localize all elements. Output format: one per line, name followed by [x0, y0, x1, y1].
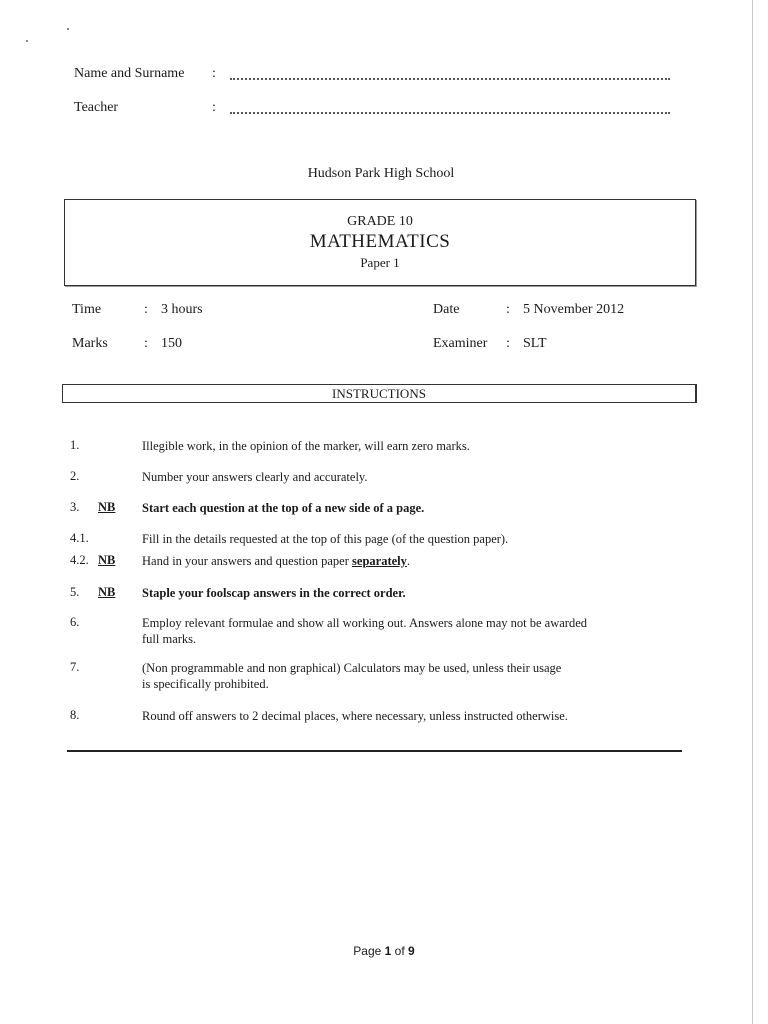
subject-title: MATHEMATICS: [309, 231, 451, 252]
date-colon: :: [506, 302, 510, 317]
instruction-text: [142, 553, 662, 569]
instruction-number: 5.: [70, 585, 80, 599]
instruction-number: 1.: [70, 438, 80, 452]
name-colon: :: [212, 66, 216, 81]
instruction-text: Round off answers to 2 decimal places, where necessary, unless instructed otherwise.: [142, 709, 568, 723]
page-total: 9: [408, 944, 415, 958]
examiner-label: Examiner: [433, 336, 488, 351]
instructions-heading: INSTRUCTIONS: [332, 386, 426, 401]
scan-edge-line: [752, 0, 753, 1024]
instruction-number: 7.: [70, 660, 80, 674]
time-colon: :: [144, 302, 148, 317]
date-label: Date: [433, 302, 460, 317]
teacher-field[interactable]: [230, 112, 670, 114]
nb-marker: NB: [98, 553, 116, 567]
instruction-line: full marks.: [142, 632, 197, 646]
instruction-number: 3.: [70, 500, 80, 514]
name-surname-label: Name and Surname: [74, 66, 185, 81]
title-box: [64, 199, 696, 286]
instructions-box: [62, 384, 697, 403]
instruction-line: (Non programmable and non graphical) Calculators may be used, unless their usage: [142, 661, 562, 675]
examiner-colon: :: [506, 336, 510, 351]
nb-marker: NB: [98, 585, 116, 599]
instruction-text: [142, 660, 662, 692]
page-label: Page: [353, 944, 385, 958]
instruction-line: Employ relevant formulae and show all working out. Answers alone may not be awarded: [142, 616, 588, 630]
school-name: Hudson Park High School: [307, 166, 455, 181]
scan-speck: [26, 40, 28, 42]
scan-speck: [67, 28, 69, 30]
page-footer: [0, 944, 768, 958]
page-number: 1: [384, 944, 392, 958]
instruction-number: 4.1.: [70, 531, 89, 545]
examiner-value: SLT: [523, 336, 547, 351]
nb-marker: NB: [98, 500, 116, 514]
instruction-text: [142, 615, 662, 647]
section-divider: [67, 750, 682, 752]
date-value: 5 November 2012: [523, 302, 625, 317]
instruction-number: 2.: [70, 469, 80, 483]
instruction-text-part: Hand in your answers and question paper: [142, 554, 353, 568]
instruction-text: Staple your foolscap answers in the correct order.: [142, 586, 406, 600]
instruction-number: 6.: [70, 615, 80, 629]
instruction-text-part: .: [406, 554, 411, 568]
instruction-text: Number your answers clearly and accurately.: [142, 470, 368, 484]
grade-label: GRADE 10: [347, 214, 413, 229]
teacher-label: Teacher: [74, 100, 119, 115]
instruction-text: Start each question at the top of a new side of a page.: [142, 501, 425, 515]
instruction-text: Illegible work, in the opinion of the marker, will earn zero marks.: [142, 439, 470, 453]
instruction-line: is specifically prohibited.: [142, 677, 269, 691]
instruction-text: Fill in the details requested at the top of this page (of the question paper).: [142, 532, 509, 546]
time-value: 3 hours: [161, 302, 203, 317]
page-of: of: [391, 944, 409, 958]
instruction-number: 8.: [70, 708, 80, 722]
marks-colon: :: [144, 336, 148, 351]
marks-label: Marks: [72, 336, 108, 351]
instruction-number: 4.2.: [70, 553, 89, 567]
teacher-colon: :: [212, 100, 216, 115]
time-label: Time: [72, 302, 102, 317]
emphasis-separately: separately: [352, 554, 407, 568]
marks-value: 150: [161, 336, 182, 351]
paper-label: Paper 1: [360, 255, 400, 270]
name-surname-field[interactable]: [230, 78, 670, 80]
